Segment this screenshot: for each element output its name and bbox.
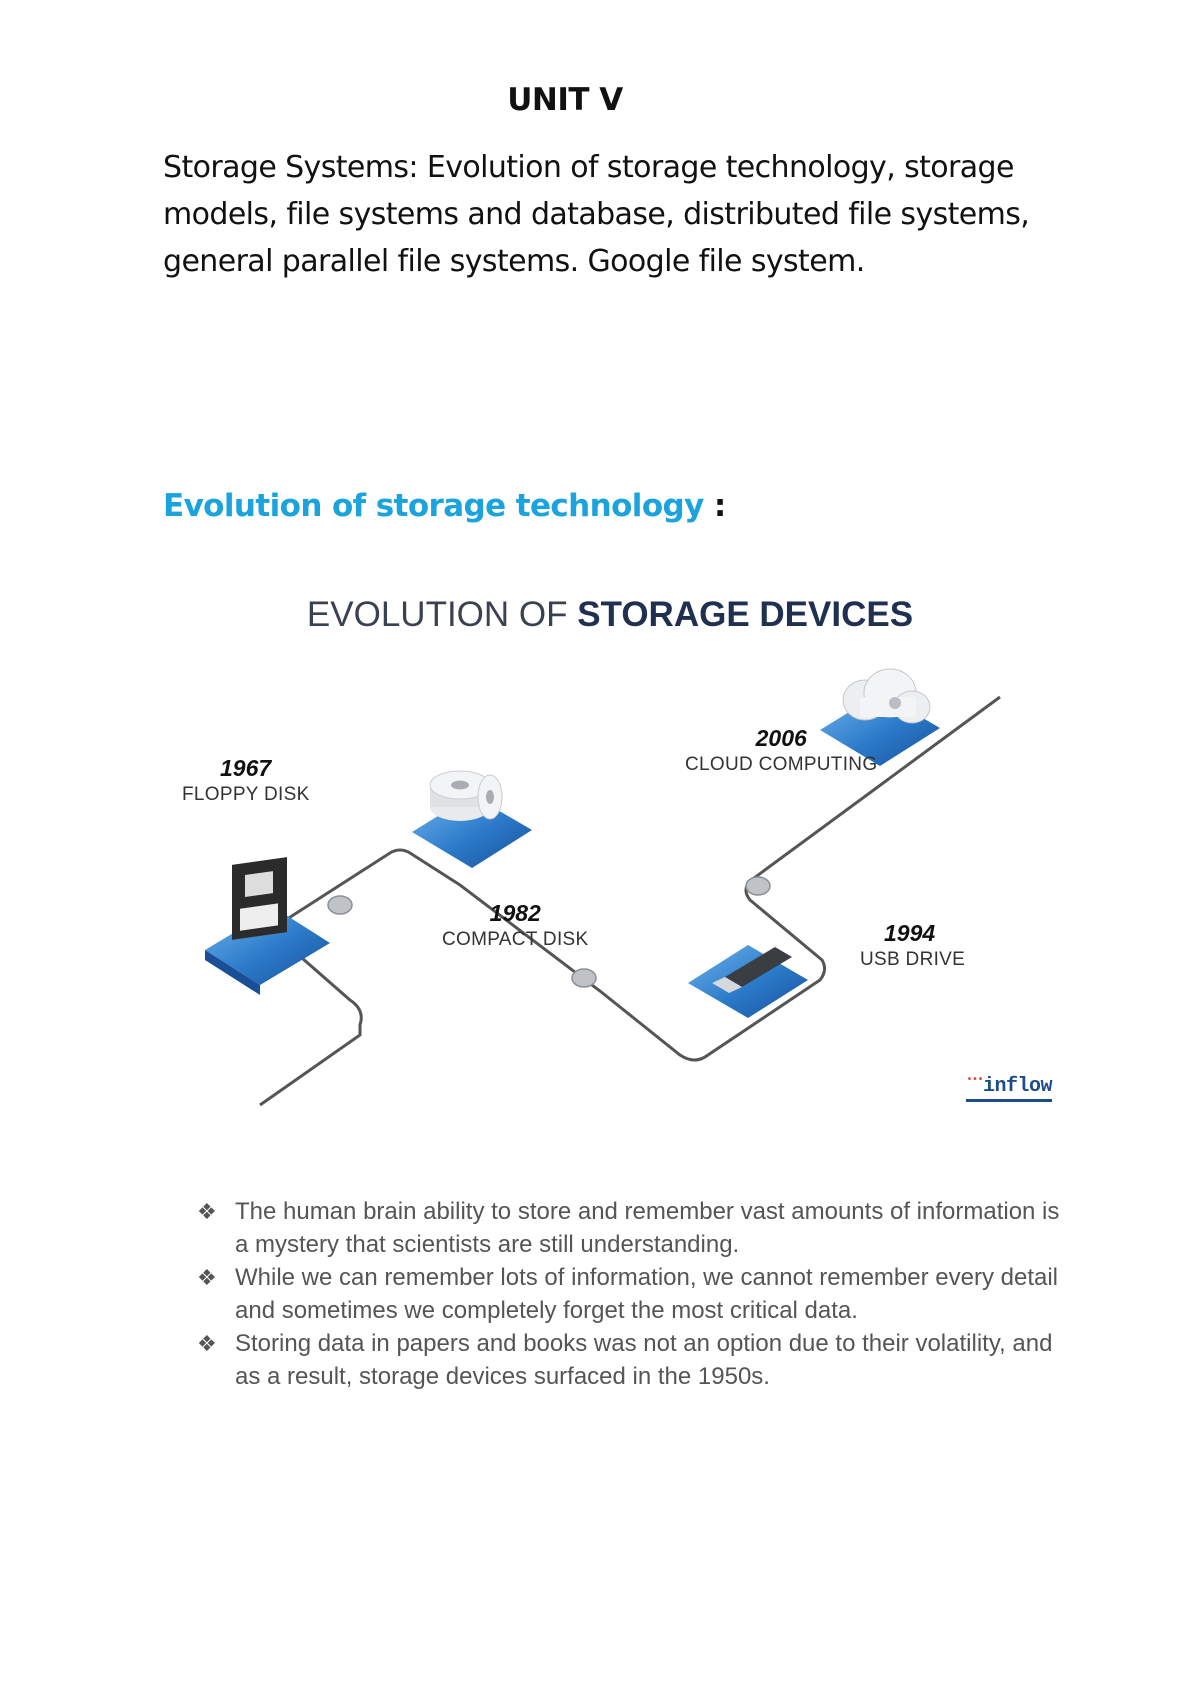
timeline-node [746,877,770,895]
timeline-illustration [160,585,1060,1125]
inflow-logo: •••inflow [966,1075,1052,1102]
section-heading-suffix: : [703,488,726,524]
section-heading [163,488,726,524]
floppy-disk-icon [205,857,330,995]
storage-evolution-figure [160,585,1060,1125]
list-item-text: While we can remember lots of information, we cannot remember every detail and sometimes we completely forget the most critical data. [235,1264,1059,1324]
milestone-year: 1982 [489,900,541,926]
unit-title: UNIT V [507,82,623,118]
milestone-year: 2006 [755,725,807,751]
compact-disk-icon [412,771,532,868]
milestone-1967 [182,755,310,806]
timeline-node [572,969,596,987]
timeline-node [328,896,352,914]
milestone-2006 [685,725,877,776]
diamond-bullet-icon: ❖ [197,1265,217,1290]
diamond-bullet-icon: ❖ [197,1199,217,1224]
figure-title-bold: STORAGE DEVICES [577,595,914,634]
list-item-text: The human brain ability to store and remember vast amounts of information is a mystery that scientists are still understanding. [235,1198,1060,1258]
list-item [197,1195,1077,1261]
syllabus-paragraph: Storage Systems: Evolution of storage technology, storage models, file systems and database, distributed file systems, general parallel file systems. Google file system. [163,150,1030,279]
milestone-name: CLOUD COMPUTING [685,754,878,775]
list-item [197,1261,1077,1327]
diamond-bullet-icon: ❖ [197,1331,217,1356]
usb-drive-icon [688,945,808,1018]
milestone-name: USB DRIVE [860,949,966,970]
milestone-1994 [860,920,965,971]
bullet-list [197,1195,1077,1393]
logo-text: inflow [982,1075,1052,1098]
milestone-year: 1994 [884,920,936,946]
milestone-name: COMPACT DISK [442,929,589,950]
milestone-year: 1967 [220,755,272,781]
section-heading-label: Evolution of storage technology [163,488,704,524]
milestone-1982 [442,900,588,951]
figure-title-light: EVOLUTION OF [306,595,578,634]
list-item-text: Storing data in papers and books was not an option due to their volatility, and as a result, storage devices surfaced in the 1950s. [235,1330,1053,1390]
list-item [197,1327,1077,1393]
milestone-name: FLOPPY DISK [182,784,310,805]
